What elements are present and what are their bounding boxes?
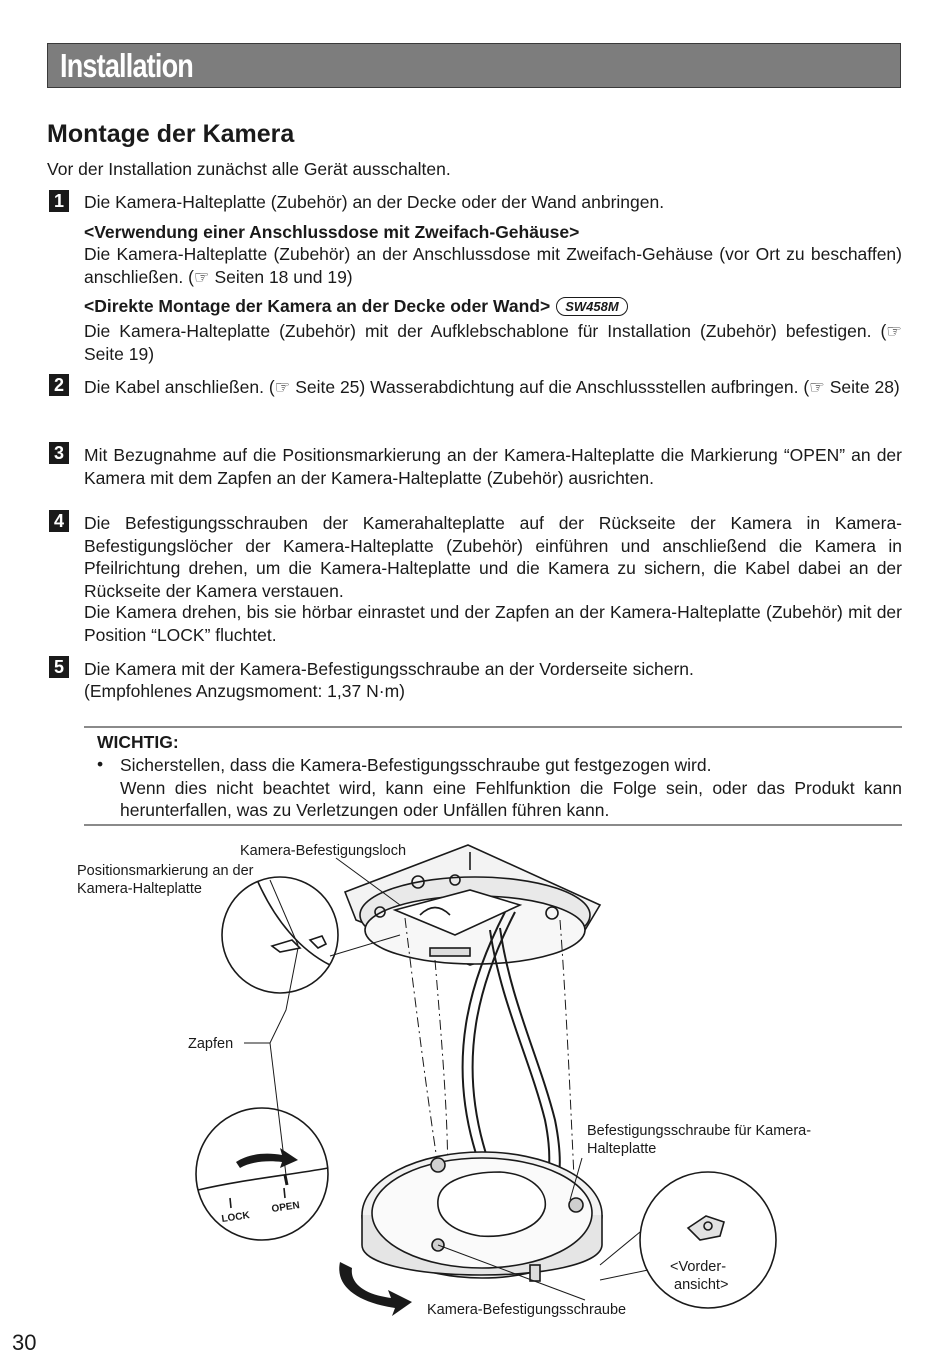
label-position-mark-2: Kamera-Halteplatte xyxy=(77,881,202,897)
warning-line-1: Sicherstellen, dass die Kamera-Befestigungsschraube gut festgezogen wird. xyxy=(120,755,712,775)
section-header-bar xyxy=(47,43,901,88)
step-number-5: 5 xyxy=(49,656,69,678)
warning-body xyxy=(120,754,902,822)
step-4-text: Die Befestigungsschrauben der Kamerahalteplatte auf der Rückseite der Kamera in Kamera-Befestigungslöcher der Kamera-Halteplatte (Zubehör) einführen und anschließend die Kamera in Pfeilrichtung drehen, um die Kamera-Halteplatte und die Kamera zu sichern, die Kabel dabei an der Rückseite der Kamera verstauen. xyxy=(84,513,902,601)
lock-mark: LOCK xyxy=(220,1210,251,1225)
label-front-view-2: ansicht> xyxy=(674,1277,729,1293)
step-4-text-2: Die Kamera drehen, bis sie hörbar einrastet und der Zapfen an der Kamera-Halteplatte (Zubehör) mit der Position “LOCK” fluchtet. xyxy=(84,602,902,645)
label-pin: Zapfen xyxy=(188,1036,234,1052)
detail-lock-open xyxy=(196,1108,328,1240)
open-mark: OPEN xyxy=(270,1200,301,1215)
step-number-4: 4 xyxy=(49,510,69,532)
step-number-3: 3 xyxy=(49,442,69,464)
warning-top-rule xyxy=(84,726,902,728)
step-number-1: 1 xyxy=(49,190,69,212)
page-title: Montage der Kamera xyxy=(47,120,295,148)
model-badge: SW458M xyxy=(556,297,627,316)
step-1-sub2-heading xyxy=(84,295,902,318)
warning-line-2: Wenn dies nicht beachtet wird, kann eine Fehlfunktion die Folge sein, oder das Produkt kann herunterfallen, was zu Verletzungen oder Unfällen führen kann. xyxy=(120,777,902,820)
step-5-text-2: (Empfohlenes Anzugsmoment: 1,37 N·m) xyxy=(84,681,405,701)
step-1-sub1-title: <Verwendung einer Anschlussdose mit Zweifach-Gehäuse> xyxy=(84,222,580,242)
step-1-sub2-text: Die Kamera-Halteplatte (Zubehör) mit der Aufklebschablone für Installation (Zubehör) befestigen. (☞ Seite 19) xyxy=(84,321,902,364)
step-1-text: Die Kamera-Halteplatte (Zubehör) an der Decke oder der Wand anbringen. xyxy=(84,192,665,212)
warning-title: WICHTIG: xyxy=(97,732,179,752)
page-number: 30 xyxy=(12,1330,37,1355)
step-1-sub2-title: <Direkte Montage der Kamera an der Decke oder Wand> xyxy=(84,296,551,316)
step-1-sub1-text: Die Kamera-Halteplatte (Zubehör) an der Anschlussdose mit Zweifach-Gehäuse (vor Ort zu beschaffen) anschließen. (☞ Seiten 18 und 19) xyxy=(84,244,902,287)
warning-bottom-rule xyxy=(84,824,902,826)
rotation-arrow-icon xyxy=(339,1262,412,1316)
warning-bullet: • xyxy=(97,754,104,774)
label-front-view-1: <Vorder- xyxy=(670,1259,727,1275)
step-5-text: Die Kamera mit der Kamera-Befestigungsschraube an der Vorderseite sichern. xyxy=(84,659,694,679)
section-header-title: Installation xyxy=(60,47,193,84)
label-bracket-screw-2: Halteplatte xyxy=(587,1141,657,1157)
label-mount-hole: Kamera-Befestigungsloch xyxy=(240,843,407,859)
step-2-text: Die Kabel anschließen. (☞ Seite 25) Wasserabdichtung auf die Anschlussstellen aufbringen. (☞ Seite 28) xyxy=(84,377,900,397)
step-number-2: 2 xyxy=(49,374,69,396)
label-position-mark-1: Positionsmarkierung an der xyxy=(77,863,254,879)
installation-diagram xyxy=(0,830,950,1330)
label-bracket-screw-1: Befestigungsschraube für Kamera- xyxy=(587,1123,812,1139)
intro-text: Vor der Installation zunächst alle Gerät ausschalten. xyxy=(47,159,451,179)
step-3-text: Mit Bezugnahme auf die Positionsmarkierung an der Kamera-Halteplatte die Markierung “OPEN” an der Kamera mit dem Zapfen an der Kamera-Halteplatte (Zubehör) ausrichten. xyxy=(84,445,902,488)
label-camera-screw: Kamera-Befestigungsschraube xyxy=(427,1302,627,1318)
